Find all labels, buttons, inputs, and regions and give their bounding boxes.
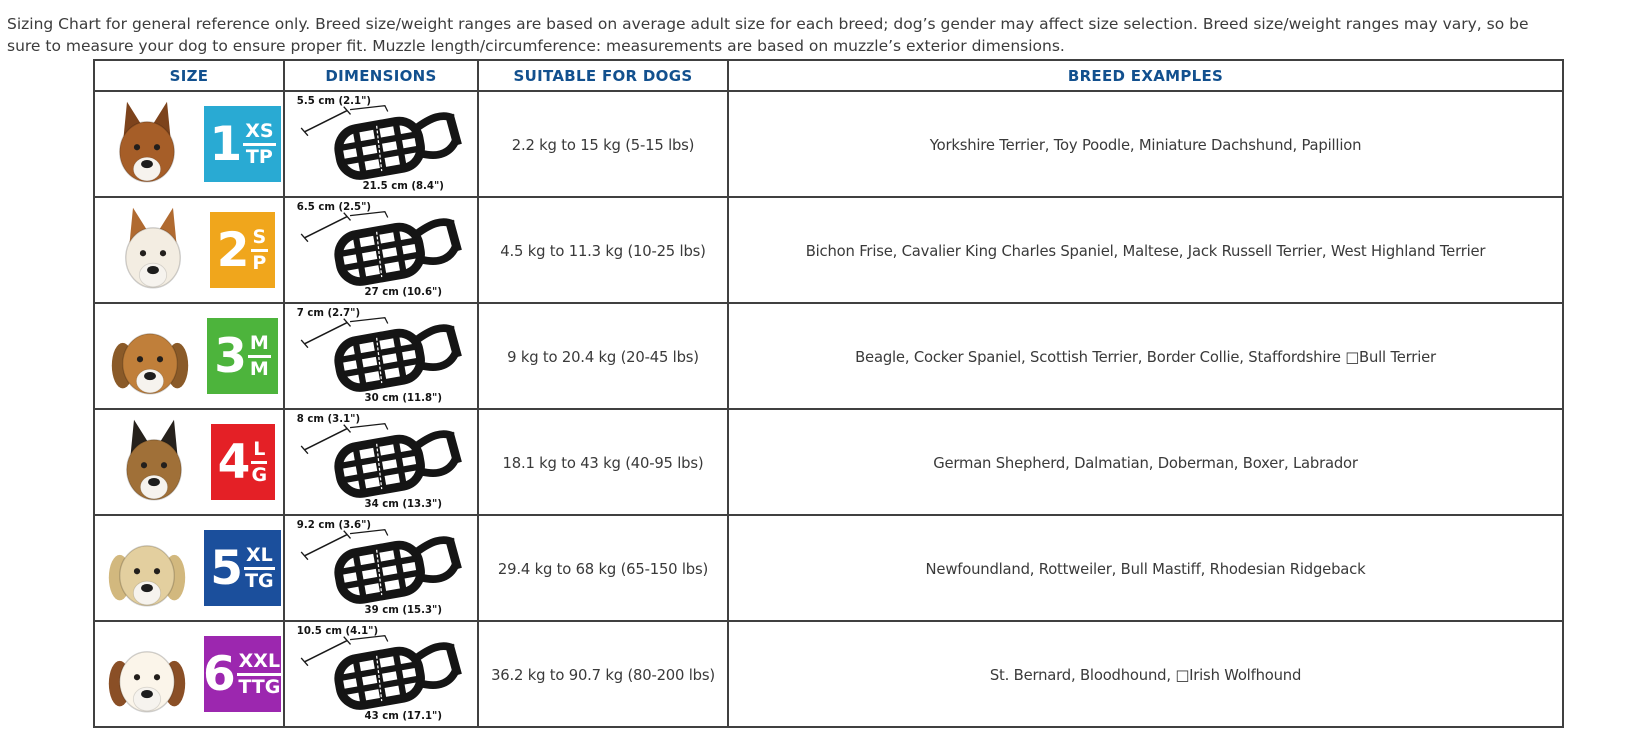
- size-badge: [210, 212, 275, 288]
- header-size: SIZE: [94, 60, 284, 91]
- muzzle-diagram: [291, 92, 471, 192]
- size-badge: [204, 106, 281, 182]
- weight-range: 4.5 kg to 11.3 kg (10-25 lbs): [500, 242, 706, 260]
- size-badge: [204, 636, 281, 712]
- size-number: 3: [214, 328, 245, 384]
- header-dimensions: DIMENSIONS: [284, 60, 478, 91]
- header-breeds: BREED EXAMPLES: [728, 60, 1563, 91]
- size-badge: [204, 530, 281, 606]
- size-number: 5: [210, 540, 241, 596]
- muzzle-circumference-label: 21.5 cm (8.4"): [362, 180, 444, 192]
- table-row: [94, 621, 1563, 727]
- breed-examples: St. Bernard, Bloodhound, □Irish Wolfhound: [989, 666, 1302, 684]
- size-code-top: L: [251, 439, 267, 464]
- muzzle-circumference-label: 43 cm (17.1"): [364, 710, 442, 722]
- sizing-table: [93, 59, 1564, 728]
- size-code-bottom: P: [252, 251, 267, 274]
- muzzle-diagram: [291, 516, 471, 616]
- size-code-bottom: TP: [245, 145, 273, 168]
- muzzle-circumference-label: 30 cm (11.8"): [364, 392, 442, 404]
- breed-examples: Newfoundland, Rottweiler, Bull Mastiff, Rhodesian Ridgeback: [925, 560, 1366, 578]
- size-number: 6: [202, 646, 234, 702]
- jack-russell-icon: [103, 203, 203, 298]
- header-suitable: SUITABLE FOR DOGS: [478, 60, 728, 91]
- muzzle-circumference-label: 39 cm (15.3"): [364, 604, 442, 616]
- size-code-bottom: M: [249, 357, 269, 380]
- muzzle-length-label: 9.2 cm (3.6"): [296, 519, 372, 531]
- muzzle-length-label: 7 cm (2.7"): [296, 307, 361, 319]
- sizing-note-line-2: sure to measure your dog to ensure proper fit. Muzzle length/circumference: measurements are based on muzzle’s exterior dimensions.: [7, 36, 1065, 55]
- size-code-top: S: [251, 227, 269, 252]
- muzzle-circumference-label: 27 cm (10.6"): [364, 286, 442, 298]
- breed-examples: German Shepherd, Dalmatian, Doberman, Boxer, Labrador: [933, 454, 1358, 472]
- muzzle-diagram: [291, 304, 471, 404]
- table-row: [94, 409, 1563, 515]
- size-number: 4: [217, 434, 249, 490]
- sizing-note-line-1: Sizing Chart for general reference only. Breed size/weight ranges are based on average adult size for each breed; dog’s gender may affect size selection. Breed size/weight ranges may vary, so be: [7, 15, 1529, 33]
- sizing-note: [7, 14, 1529, 57]
- weight-range: 29.4 kg to 68 kg (65-150 lbs): [497, 560, 709, 578]
- size-badge: [207, 318, 278, 394]
- weight-range: 9 kg to 20.4 kg (20-45 lbs): [507, 348, 699, 366]
- size-code-top: XS: [243, 121, 275, 146]
- size-code-top: XXL: [237, 651, 282, 676]
- weight-range: 2.2 kg to 15 kg (5-15 lbs): [511, 136, 695, 154]
- size-number: 1: [209, 116, 241, 172]
- size-code-bottom: TG: [245, 569, 274, 592]
- breed-examples: Beagle, Cocker Spaniel, Scottish Terrier, Border Collie, Staffordshire □Bull Terrier: [855, 348, 1436, 366]
- breed-examples: Yorkshire Terrier, Toy Poodle, Miniature Dachshund, Papillion: [929, 136, 1362, 154]
- table-row: [94, 197, 1563, 303]
- muzzle-diagram: [291, 410, 471, 510]
- table-row: [94, 303, 1563, 409]
- muzzle-length-label: 6.5 cm (2.5"): [296, 201, 372, 213]
- muzzle-length-label: 8 cm (3.1"): [296, 413, 361, 425]
- size-number: 2: [216, 222, 248, 278]
- labrador-icon: [97, 521, 197, 616]
- size-code-top: XL: [244, 545, 275, 570]
- muzzle-diagram: [291, 622, 471, 722]
- muzzle-diagram: [291, 198, 471, 298]
- st-bernard-icon: [97, 627, 197, 722]
- papillon-icon: [97, 97, 197, 192]
- table-row: [94, 515, 1563, 621]
- german-shepherd-icon: [104, 415, 204, 510]
- header-row: [94, 60, 1563, 91]
- size-code-top: M: [248, 333, 271, 358]
- weight-range: 36.2 kg to 90.7 kg (80-200 lbs): [491, 666, 715, 684]
- beagle-icon: [100, 309, 200, 404]
- size-code-bottom: G: [251, 463, 268, 486]
- muzzle-circumference-label: 34 cm (13.3"): [364, 498, 442, 510]
- muzzle-length-label: 5.5 cm (2.1"): [296, 95, 372, 107]
- weight-range: 18.1 kg to 43 kg (40-95 lbs): [502, 454, 704, 472]
- muzzle-length-label: 10.5 cm (4.1"): [296, 625, 379, 637]
- breed-examples: Bichon Frise, Cavalier King Charles Spaniel, Maltese, Jack Russell Terrier, West Highland Terrier: [805, 242, 1486, 260]
- table-row: [94, 91, 1563, 197]
- size-badge: [211, 424, 275, 500]
- size-code-bottom: TTG: [238, 675, 281, 698]
